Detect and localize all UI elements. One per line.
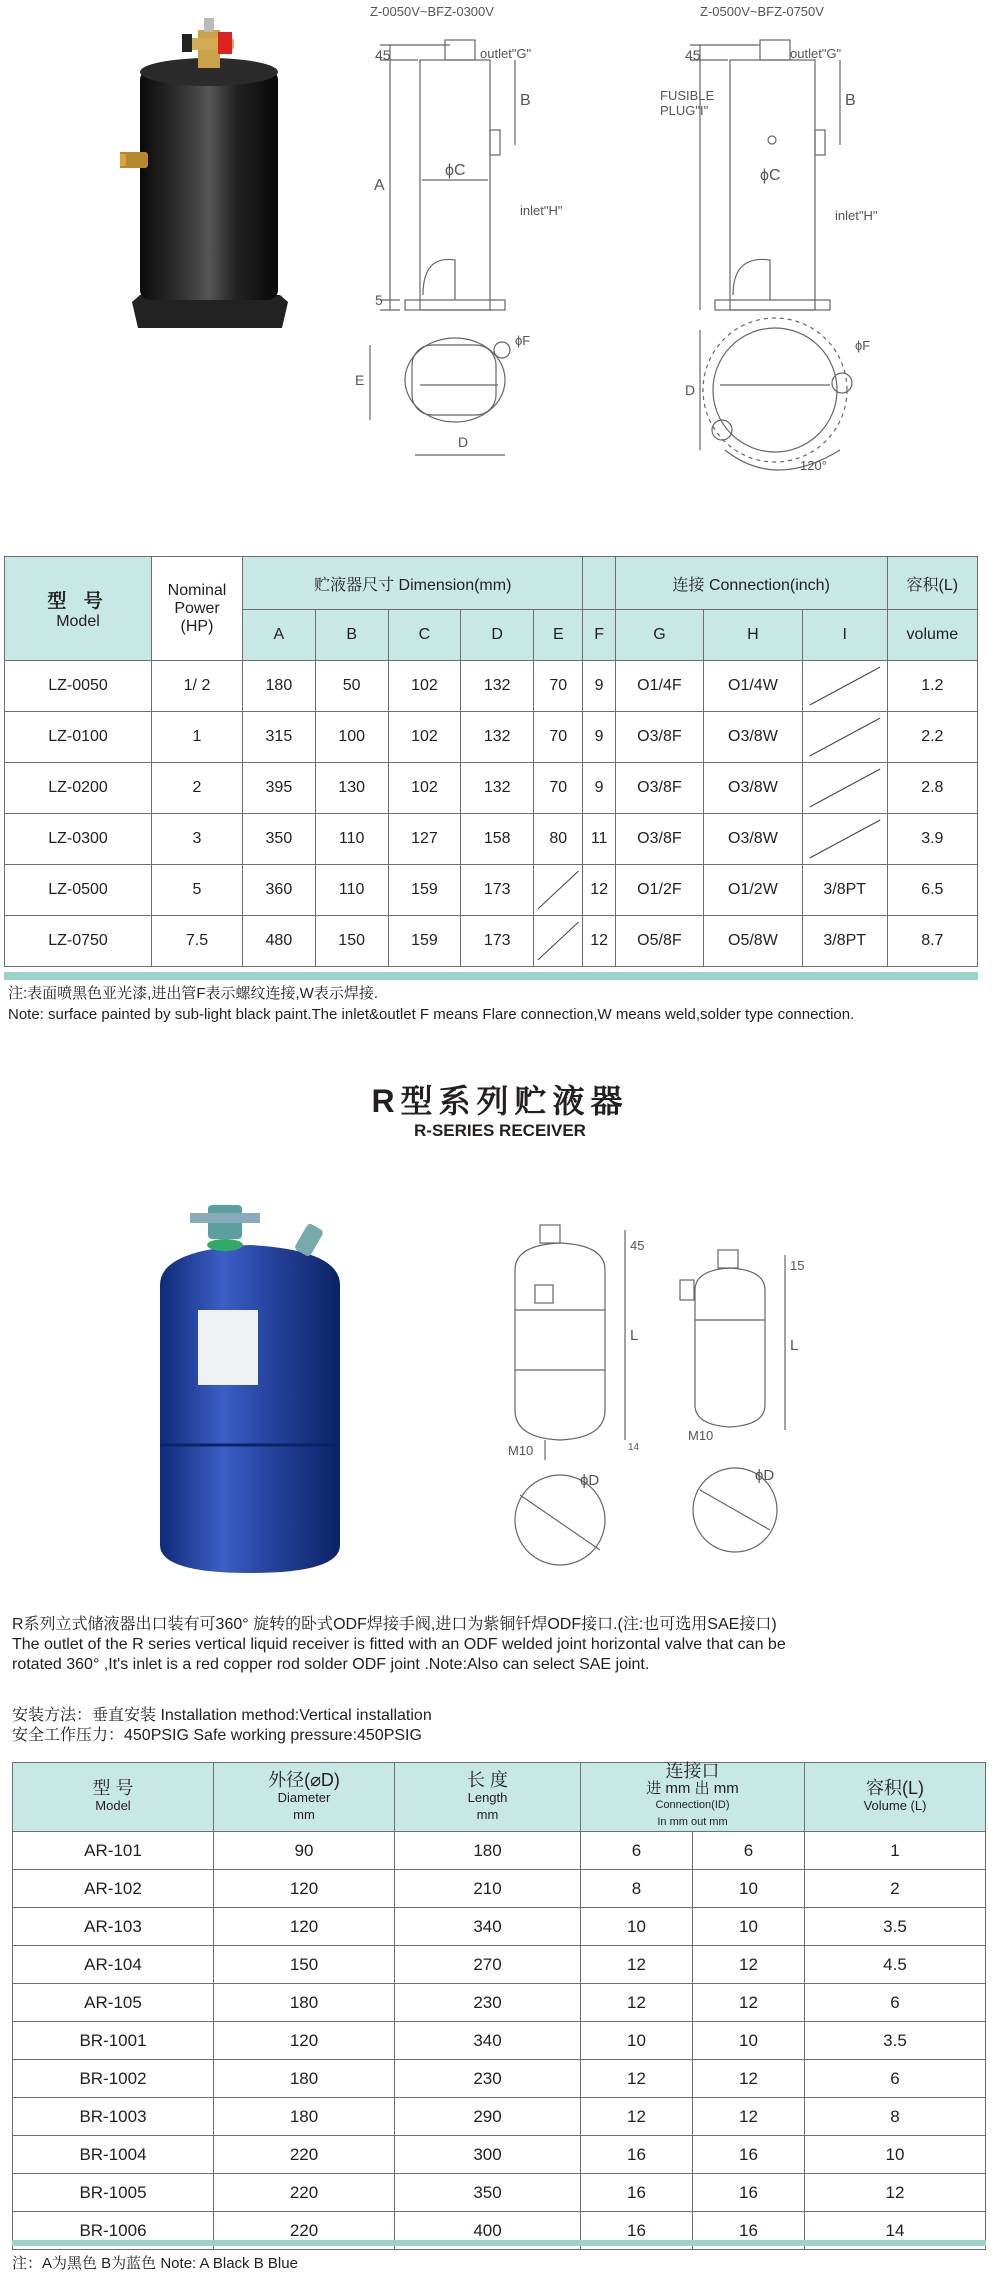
table-row <box>13 1984 986 2022</box>
section2-title-en: R-SERIES RECEIVER <box>414 1121 586 1140</box>
table-row <box>5 814 978 865</box>
table-cell: 8 <box>581 1870 693 1908</box>
r-dim-15: 15 <box>790 1258 805 1273</box>
install-method: 安装方法：垂直安装 Installation method:Vertical installation <box>12 1707 432 1724</box>
table-cell: 12 <box>693 2098 805 2136</box>
table-cell: 2 <box>805 1870 986 1908</box>
table-cell: O3/8W <box>704 763 803 814</box>
drawing-right-title: Z-0500V~BFZ-0750V <box>700 4 824 19</box>
table-row <box>5 916 978 967</box>
blue-receiver-photo <box>150 1195 360 1575</box>
table-cell: 5 <box>152 865 243 916</box>
table-cell: O3/8F <box>615 763 703 814</box>
h2-diameter: 外径(⌀D) Diameter mm <box>214 1763 395 1832</box>
r-dim-m10-left: M10 <box>508 1443 534 1458</box>
table-cell: 120 <box>214 2022 395 2060</box>
h2-model: 型 号 Model <box>13 1763 214 1832</box>
h2-volume: 容积(L) Volume (L) <box>805 1763 986 1832</box>
table-cell: 12 <box>581 2060 693 2098</box>
table-cell: 102 <box>388 661 461 712</box>
table-row <box>5 661 978 712</box>
table-cell: 6 <box>581 1832 693 1870</box>
table-cell: 3.5 <box>805 1908 986 1946</box>
receiver-dimension-drawings <box>330 0 1000 520</box>
table-cell: BR-1005 <box>13 2174 214 2212</box>
table-row <box>13 1908 986 1946</box>
h2-connection: 连接口 进 mm 出 mm Connection(ID) In mm out mm <box>581 1763 805 1832</box>
dim-f-right: ϕF <box>855 338 871 353</box>
table-cell: 180 <box>214 2098 395 2136</box>
header-connection: 连接 Connection(inch) <box>615 557 887 610</box>
table-cell: 11 <box>583 814 615 865</box>
note1-cn: 注:表面喷黑色亚光漆,进出管F表示螺纹连接,W表示焊接. <box>8 985 378 1002</box>
table-cell: 100 <box>315 712 388 763</box>
table-cell: AR-105 <box>13 1984 214 2022</box>
inlet-label-right: inlet"H" <box>835 208 878 223</box>
table-cell: 6.5 <box>887 865 977 916</box>
table-cell: 16 <box>693 2136 805 2174</box>
table-cell: 127 <box>388 814 461 865</box>
table-cell: 300 <box>395 2136 581 2174</box>
table-cell: 180 <box>243 661 316 712</box>
table-cell: LZ-0500 <box>5 865 152 916</box>
table-cell: 173 <box>461 916 534 967</box>
table-cell: 3.9 <box>887 814 977 865</box>
table-cell: 220 <box>214 2136 395 2174</box>
table-cell: O1/2F <box>615 865 703 916</box>
dim-a-left: A <box>374 177 385 194</box>
table-cell: 230 <box>395 2060 581 2098</box>
table-cell: 1.2 <box>887 661 977 712</box>
r-dim-14: 14 <box>628 1442 640 1453</box>
table-cell: 340 <box>395 2022 581 2060</box>
table-cell: 12 <box>583 865 615 916</box>
r-dim-l-right: L <box>790 1337 799 1354</box>
table-cell: 16 <box>693 2174 805 2212</box>
table-cell: 110 <box>315 814 388 865</box>
dim-45-right: 45 <box>685 47 701 63</box>
header-model: 型 号 Model <box>5 557 152 661</box>
empty-cell-slash <box>802 712 887 763</box>
table-cell: 10 <box>693 2022 805 2060</box>
table-row <box>13 2098 986 2136</box>
dim-d-left: D <box>458 434 469 450</box>
table-cell: BR-1004 <box>13 2136 214 2174</box>
table-cell: 102 <box>388 763 461 814</box>
header-f: F <box>583 610 615 661</box>
table-cell: 350 <box>395 2174 581 2212</box>
table-cell: 12 <box>693 2060 805 2098</box>
table-cell: 110 <box>315 865 388 916</box>
table-cell: 220 <box>214 2174 395 2212</box>
inlet-label: inlet"H" <box>520 203 563 218</box>
table-cell: 70 <box>534 712 583 763</box>
table-cell: AR-103 <box>13 1908 214 1946</box>
table-cell: LZ-0200 <box>5 763 152 814</box>
note1-en: Note: surface painted by sub-light black paint.The inlet&outlet F means Flare connection,W means weld,solder type connection. <box>8 1006 855 1023</box>
table-cell: 2 <box>152 763 243 814</box>
table-row <box>13 2022 986 2060</box>
table-row <box>5 763 978 814</box>
r-series-spec-table <box>12 1762 986 2250</box>
table-cell: AR-104 <box>13 1946 214 1984</box>
dim-45-left: 45 <box>375 47 391 63</box>
desc-cn: R系列立式储液器出口装有可360° 旋转的卧式ODF焊接手阀,进口为紫铜钎焊ODF接口.(注:也可选用SAE接口) <box>12 1616 777 1633</box>
header-power: Nominal Power (HP) <box>152 557 243 661</box>
empty-cell-slash <box>534 865 583 916</box>
table-cell: 80 <box>534 814 583 865</box>
table-cell: 180 <box>214 2060 395 2098</box>
table-cell: 290 <box>395 2098 581 2136</box>
table-cell: AR-102 <box>13 1870 214 1908</box>
table-cell: 70 <box>534 661 583 712</box>
table-cell: O1/2W <box>704 865 803 916</box>
dim-c-right: ϕC <box>760 167 781 184</box>
table-row <box>13 1946 986 1984</box>
header-c: C <box>388 610 461 661</box>
dim-f-left: ϕF <box>515 333 531 348</box>
dim-e: E <box>355 372 365 388</box>
table-cell: 159 <box>388 865 461 916</box>
r-dim-d-right: ϕD <box>755 1467 775 1484</box>
empty-cell-slash <box>802 814 887 865</box>
table-cell: 50 <box>315 661 388 712</box>
dim-b-right: B <box>845 92 856 109</box>
note2: 注：A为黑色 B为蓝色 Note: A Black B Blue <box>12 2255 298 2272</box>
table-cell: BR-1006 <box>13 2212 214 2250</box>
dim-b-left: B <box>520 92 531 109</box>
header-dimension: 贮液器尺寸 Dimension(mm) <box>243 557 583 610</box>
table-cell: 350 <box>243 814 316 865</box>
table-cell: 340 <box>395 1908 581 1946</box>
table-cell: 2.2 <box>887 712 977 763</box>
table-cell: 360 <box>243 865 316 916</box>
table-cell: 7.5 <box>152 916 243 967</box>
table-row <box>13 1870 986 1908</box>
header-e: E <box>534 610 583 661</box>
table-cell: O3/8F <box>615 814 703 865</box>
header-volume-en: volume <box>887 610 977 661</box>
header-volume-cn: 容积(L) <box>887 557 977 610</box>
section2-title-cn: R型系列贮液器 <box>371 1083 629 1119</box>
table-cell: 4.5 <box>805 1946 986 1984</box>
table-cell: 16 <box>693 2212 805 2250</box>
table-cell: AR-101 <box>13 1832 214 1870</box>
table-cell: 9 <box>583 712 615 763</box>
table-cell: 6 <box>805 1984 986 2022</box>
table-cell: 12 <box>581 1984 693 2022</box>
r-dim-45: 45 <box>630 1238 645 1253</box>
table-cell: 9 <box>583 763 615 814</box>
table-row <box>13 2060 986 2098</box>
table-cell: O5/8F <box>615 916 703 967</box>
table-cell: 220 <box>214 2212 395 2250</box>
table-cell: O3/8W <box>704 712 803 763</box>
outlet-label-right: outlet"G" <box>790 46 842 61</box>
r-dim-l-left: L <box>630 1327 639 1344</box>
table-cell: LZ-0050 <box>5 661 152 712</box>
table-cell: 10 <box>693 1870 805 1908</box>
drawing-left-title: Z-0050V~BFZ-0300V <box>370 4 494 19</box>
table-cell: 10 <box>805 2136 986 2174</box>
desc-en-1: The outlet of the R series vertical liquid receiver is fitted with an ODF welded joint horizontal valve that can be <box>12 1636 786 1653</box>
outlet-label: outlet"G" <box>480 46 532 61</box>
table-cell: 12 <box>693 1984 805 2022</box>
header-d: D <box>461 610 534 661</box>
table-cell: 10 <box>581 2022 693 2060</box>
lz-series-spec-table <box>4 556 978 967</box>
table-cell: O1/4W <box>704 661 803 712</box>
table-cell: 3/8PT <box>802 865 887 916</box>
divider-bar-1 <box>4 972 978 980</box>
table-cell: 1 <box>152 712 243 763</box>
desc-en-2: rotated 360° ,It's inlet is a red copper rod solder ODF joint .Note:Also can select SAE joint. <box>12 1656 650 1673</box>
table-cell: 150 <box>214 1946 395 1984</box>
table-cell: 173 <box>461 865 534 916</box>
table-row <box>5 712 978 763</box>
table-cell: BR-1002 <box>13 2060 214 2098</box>
table-cell: 102 <box>388 712 461 763</box>
table-cell: 3.5 <box>805 2022 986 2060</box>
dim-c-left: ϕC <box>445 162 466 179</box>
table-cell: BR-1001 <box>13 2022 214 2060</box>
table-cell: 1 <box>805 1832 986 1870</box>
table-cell: 14 <box>805 2212 986 2250</box>
table-cell: 2.8 <box>887 763 977 814</box>
table-cell: 90 <box>214 1832 395 1870</box>
table-cell: 150 <box>315 916 388 967</box>
table-cell: LZ-0100 <box>5 712 152 763</box>
header-h: H <box>704 610 803 661</box>
fusible-label-2: PLUG"I" <box>660 103 709 118</box>
table-cell: 230 <box>395 1984 581 2022</box>
table-cell: 159 <box>388 916 461 967</box>
working-pressure: 安全工作压力：450PSIG Safe working pressure:450PSIG <box>12 1727 422 1744</box>
table-cell: 70 <box>534 763 583 814</box>
header-a: A <box>243 610 316 661</box>
table-cell: LZ-0750 <box>5 916 152 967</box>
table-cell: 132 <box>461 712 534 763</box>
table-row <box>13 2136 986 2174</box>
table-cell: 12 <box>581 2098 693 2136</box>
header-blank <box>583 557 615 610</box>
table-row <box>13 2174 986 2212</box>
table-cell: 270 <box>395 1946 581 1984</box>
table-cell: 1/ 2 <box>152 661 243 712</box>
table-cell: 12 <box>581 1946 693 1984</box>
table-cell: 3/8PT <box>802 916 887 967</box>
table-cell: O3/8W <box>704 814 803 865</box>
h2-length: 长 度 Length mm <box>395 1763 581 1832</box>
table-cell: 6 <box>805 2060 986 2098</box>
table-cell: 180 <box>214 1984 395 2022</box>
table-cell: 132 <box>461 763 534 814</box>
table-cell: 16 <box>581 2212 693 2250</box>
table-cell: 132 <box>461 661 534 712</box>
table-cell: 10 <box>693 1908 805 1946</box>
r-dim-d-left: ϕD <box>580 1472 600 1489</box>
table-cell: BR-1003 <box>13 2098 214 2136</box>
table-cell: O1/4F <box>615 661 703 712</box>
table-cell: 12 <box>805 2174 986 2212</box>
table-cell: 9 <box>583 661 615 712</box>
section2-desc <box>12 1615 786 1675</box>
table-cell: 8 <box>805 2098 986 2136</box>
table-cell: 16 <box>581 2174 693 2212</box>
table-cell: 315 <box>243 712 316 763</box>
table-cell: 12 <box>583 916 615 967</box>
black-receiver-photo <box>120 10 295 340</box>
divider-bar-2 <box>12 2240 986 2246</box>
dim-d-right: D <box>685 382 696 398</box>
table-row <box>5 865 978 916</box>
table-cell: 180 <box>395 1832 581 1870</box>
table-cell: 120 <box>214 1908 395 1946</box>
empty-cell-slash <box>802 661 887 712</box>
header-b: B <box>315 610 388 661</box>
install-info <box>12 1706 432 1746</box>
empty-cell-slash <box>802 763 887 814</box>
table-cell: 8.7 <box>887 916 977 967</box>
table-cell: 210 <box>395 1870 581 1908</box>
r-series-dimension-drawings <box>500 1210 840 1570</box>
table-cell: LZ-0300 <box>5 814 152 865</box>
table-cell: 6 <box>693 1832 805 1870</box>
table-cell: 395 <box>243 763 316 814</box>
table-row <box>13 1832 986 1870</box>
table-cell: 10 <box>581 1908 693 1946</box>
header-i: I <box>802 610 887 661</box>
fusible-label-1: FUSIBLE <box>660 88 715 103</box>
r-dim-m10-right: M10 <box>688 1428 714 1443</box>
table-cell: 120 <box>214 1870 395 1908</box>
table-cell: 16 <box>581 2136 693 2174</box>
table-cell: 400 <box>395 2212 581 2250</box>
empty-cell-slash <box>534 916 583 967</box>
table-cell: 480 <box>243 916 316 967</box>
table-cell: 3 <box>152 814 243 865</box>
table-cell: O5/8W <box>704 916 803 967</box>
table-cell: 12 <box>693 1946 805 1984</box>
table-cell: O3/8F <box>615 712 703 763</box>
dim-120: 120° <box>800 458 827 473</box>
header-g: G <box>615 610 703 661</box>
table-cell: 158 <box>461 814 534 865</box>
dim-5-left: 5 <box>375 292 383 308</box>
table-cell: 130 <box>315 763 388 814</box>
